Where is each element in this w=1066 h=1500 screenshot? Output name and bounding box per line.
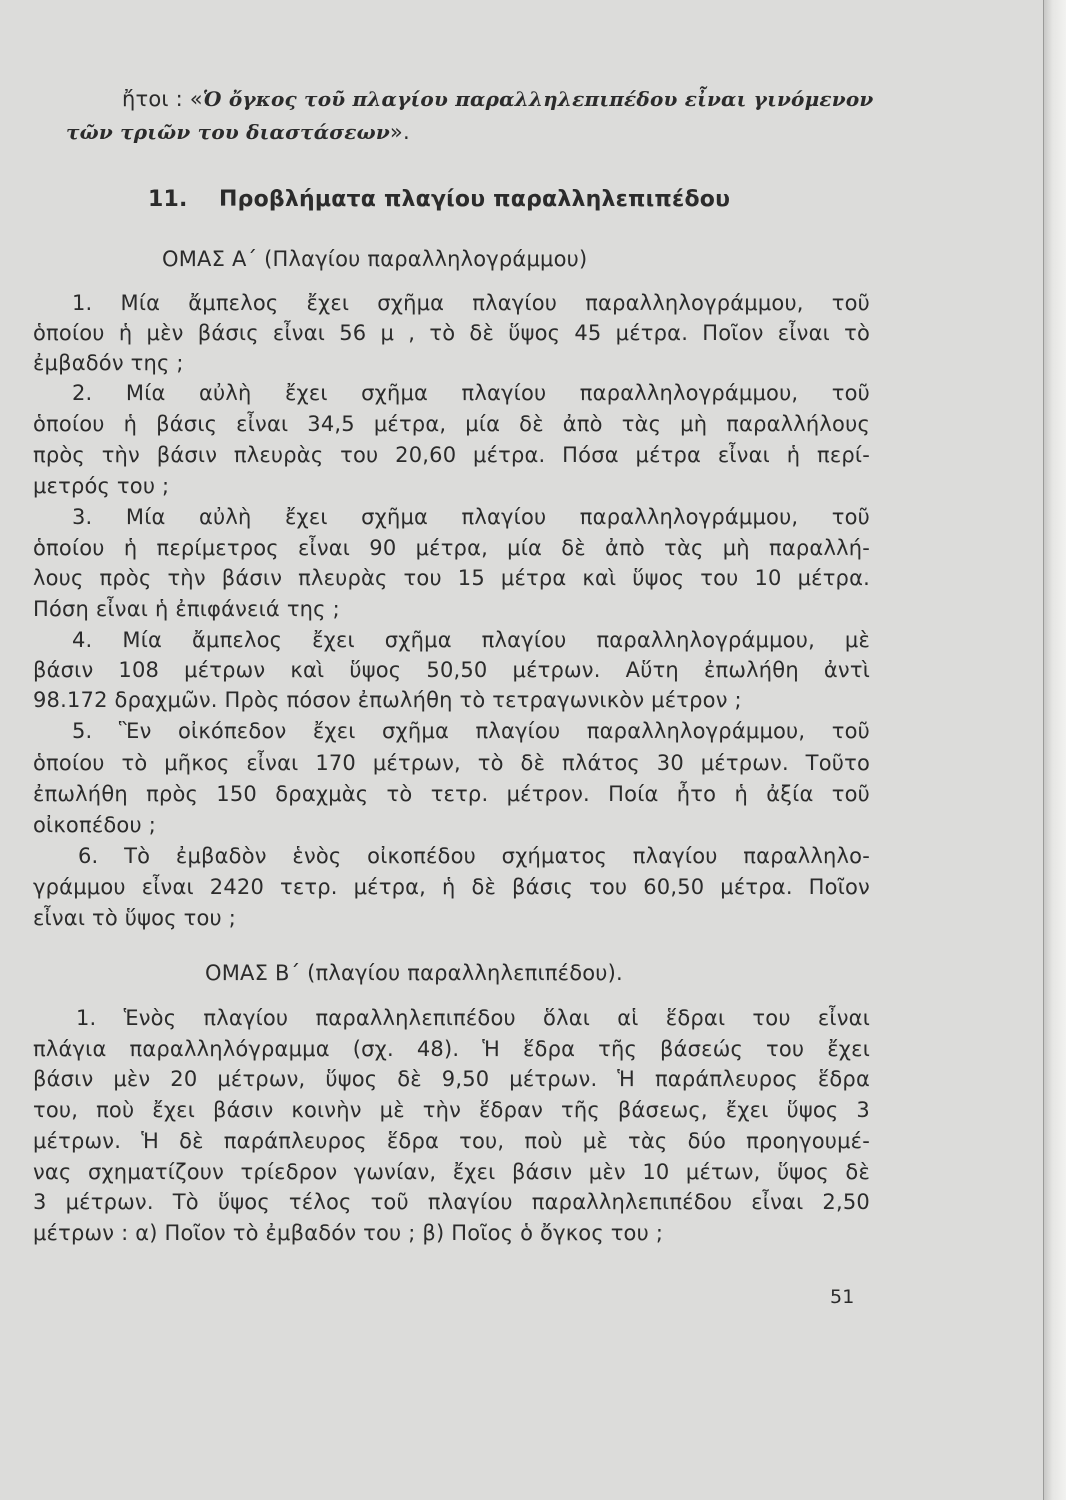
a-line-21: εἶναι τὸ ὕψος του ; (33, 906, 237, 930)
b-line-4: του, ποὺ ἔχει βάσιν κοινὴν μὲ τὴν ἕδραν τῆς βάσεως, ἔχει ὕψος 3 (33, 1098, 870, 1122)
intro-italic-2: τῶν τριῶν του διαστάσεων (66, 120, 390, 144)
intro-line-2 (66, 117, 410, 147)
group-a-heading: ΟΜΑΣ Α΄ (Πλαγίου παραλληλογράμμου) (162, 247, 588, 271)
a-line-2: ὁποίου ἡ μὲν βάσις εἶναι 56 μ , τὸ δὲ ὕψος 45 μέτρα. Ποῖον εἶναι τὸ (33, 321, 870, 345)
a-line-18: οἰκοπέδου ; (33, 813, 156, 837)
a-line-6: πρὸς τὴν βάσιν πλευρὰς του 20,60 μέτρα. Πόσα μέτρα εἶναι ἡ περί- (33, 443, 870, 467)
a-line-3: ἐμβαδόν της ; (33, 351, 184, 375)
a-line-11: Πόση εἶναι ἡ ἐπιφάνειά της ; (33, 597, 340, 621)
intro-italic-1: Ὁ ὄγκος τοῦ πλαγίου παραλληλεπιπέδου εἶναι γινόμενον (202, 87, 874, 111)
section-title: Προβλήματα πλαγίου παραλληλεπιπέδου (219, 187, 731, 212)
a-line-7: μετρός του ; (33, 474, 170, 498)
a-line-10: λους πρὸς τὴν βάσιν πλευρὰς του 15 μέτρα καὶ ὕψος του 10 μέτρα. (33, 566, 870, 590)
b-line-2: πλάγια παραλληλόγραμμα (σχ. 48). Ἡ ἕδρα τῆς βάσεώς του ἔχει (33, 1037, 870, 1061)
section-heading (148, 185, 730, 215)
group-b-heading: ΟΜΑΣ Β΄ (πλαγίου παραλληλεπιπέδου). (205, 961, 623, 985)
a-line-4: 2. Μία αὐλὴ ἔχει σχῆμα πλαγίου παραλληλογράμμου, τοῦ (72, 381, 870, 405)
intro-line-1 (122, 84, 873, 114)
b-line-8: μέτρων : α) Ποῖον τὸ ἐμβαδόν του ; β) Ποῖος ὁ ὄγκος του ; (33, 1221, 664, 1245)
a-line-12: 4. Μία ἄμπελος ἔχει σχῆμα πλαγίου παραλληλογράμμου, μὲ (72, 628, 870, 652)
b-line-6: νας σχηματίζουν τρίεδρον γωνίαν, ἔχει βάσιν μὲν 10 μέτων, ὕψος δὲ (33, 1160, 870, 1184)
b-line-5: μέτρων. Ἡ δὲ παράπλευρος ἕδρα του, ποὺ μὲ τὰς δύο προηγουμέ- (33, 1129, 870, 1153)
a-line-14: 98.172 δραχμῶν. Πρὸς πόσον ἐπωλήθη τὸ τετραγωνικὸν μέτρον ; (33, 688, 742, 712)
a-line-16: ὁποίου τὸ μῆκος εἶναι 170 μέτρων, τὸ δὲ πλάτος 30 μέτρων. Τοῦτο (33, 751, 870, 775)
b-line-3: βάσιν μὲν 20 μέτρων, ὕψος δὲ 9,50 μέτρων. Ἡ παράπλευρος ἕδρα (33, 1067, 870, 1091)
a-line-5: ὁποίου ἡ βάσις εἶναι 34,5 μέτρα, μία δὲ ἀπὸ τὰς μὴ παραλλήλους (33, 412, 870, 436)
b-line-7: 3 μέτρων. Τὸ ὕψος τέλος τοῦ πλαγίου παραλληλεπιπέδου εἶναι 2,50 (33, 1190, 870, 1214)
page-edge (1043, 0, 1066, 1500)
a-line-19: 6. Τὸ ἐμβαδὸν ἑνὸς οἰκοπέδου σχήματος πλαγίου παραλληλο- (78, 844, 870, 868)
a-line-13: βάσιν 108 μέτρων καὶ ὕψος 50,50 μέτρων. Αὕτη ἐπωλήθη ἀντὶ (33, 658, 870, 682)
intro-suffix: ». (389, 120, 410, 144)
a-line-15: 5. Ἓν οἰκόπεδον ἔχει σχῆμα πλαγίου παραλληλογράμμου, τοῦ (72, 719, 870, 743)
intro-prefix: ἤτοι : « (122, 87, 203, 111)
a-line-1: 1. Μία ἄμπελος ἔχει σχῆμα πλαγίου παραλληλογράμμου, τοῦ (72, 291, 870, 315)
page-number: 51 (830, 1286, 855, 1308)
a-line-9: ὁποίου ἡ περίμετρος εἶναι 90 μέτρα, μία δὲ ἀπὸ τὰς μὴ παραλλή- (33, 536, 870, 560)
section-number: 11. (148, 187, 188, 212)
b-line-1: 1. Ἑνὸς πλαγίου παραλληλεπιπέδου ὅλαι αἱ ἕδραι του εἶναι (76, 1006, 870, 1030)
a-line-8: 3. Μία αὐλὴ ἔχει σχῆμα πλαγίου παραλληλογράμμου, τοῦ (72, 505, 870, 529)
a-line-17: ἐπωλήθη πρὸς 150 δραχμὰς τὸ τετρ. μέτρον. Ποία ἦτο ἡ ἀξία τοῦ (33, 782, 870, 806)
a-line-20: γράμμου εἶναι 2420 τετρ. μέτρα, ἡ δὲ βάσις του 60,50 μέτρα. Ποῖον (33, 875, 870, 899)
